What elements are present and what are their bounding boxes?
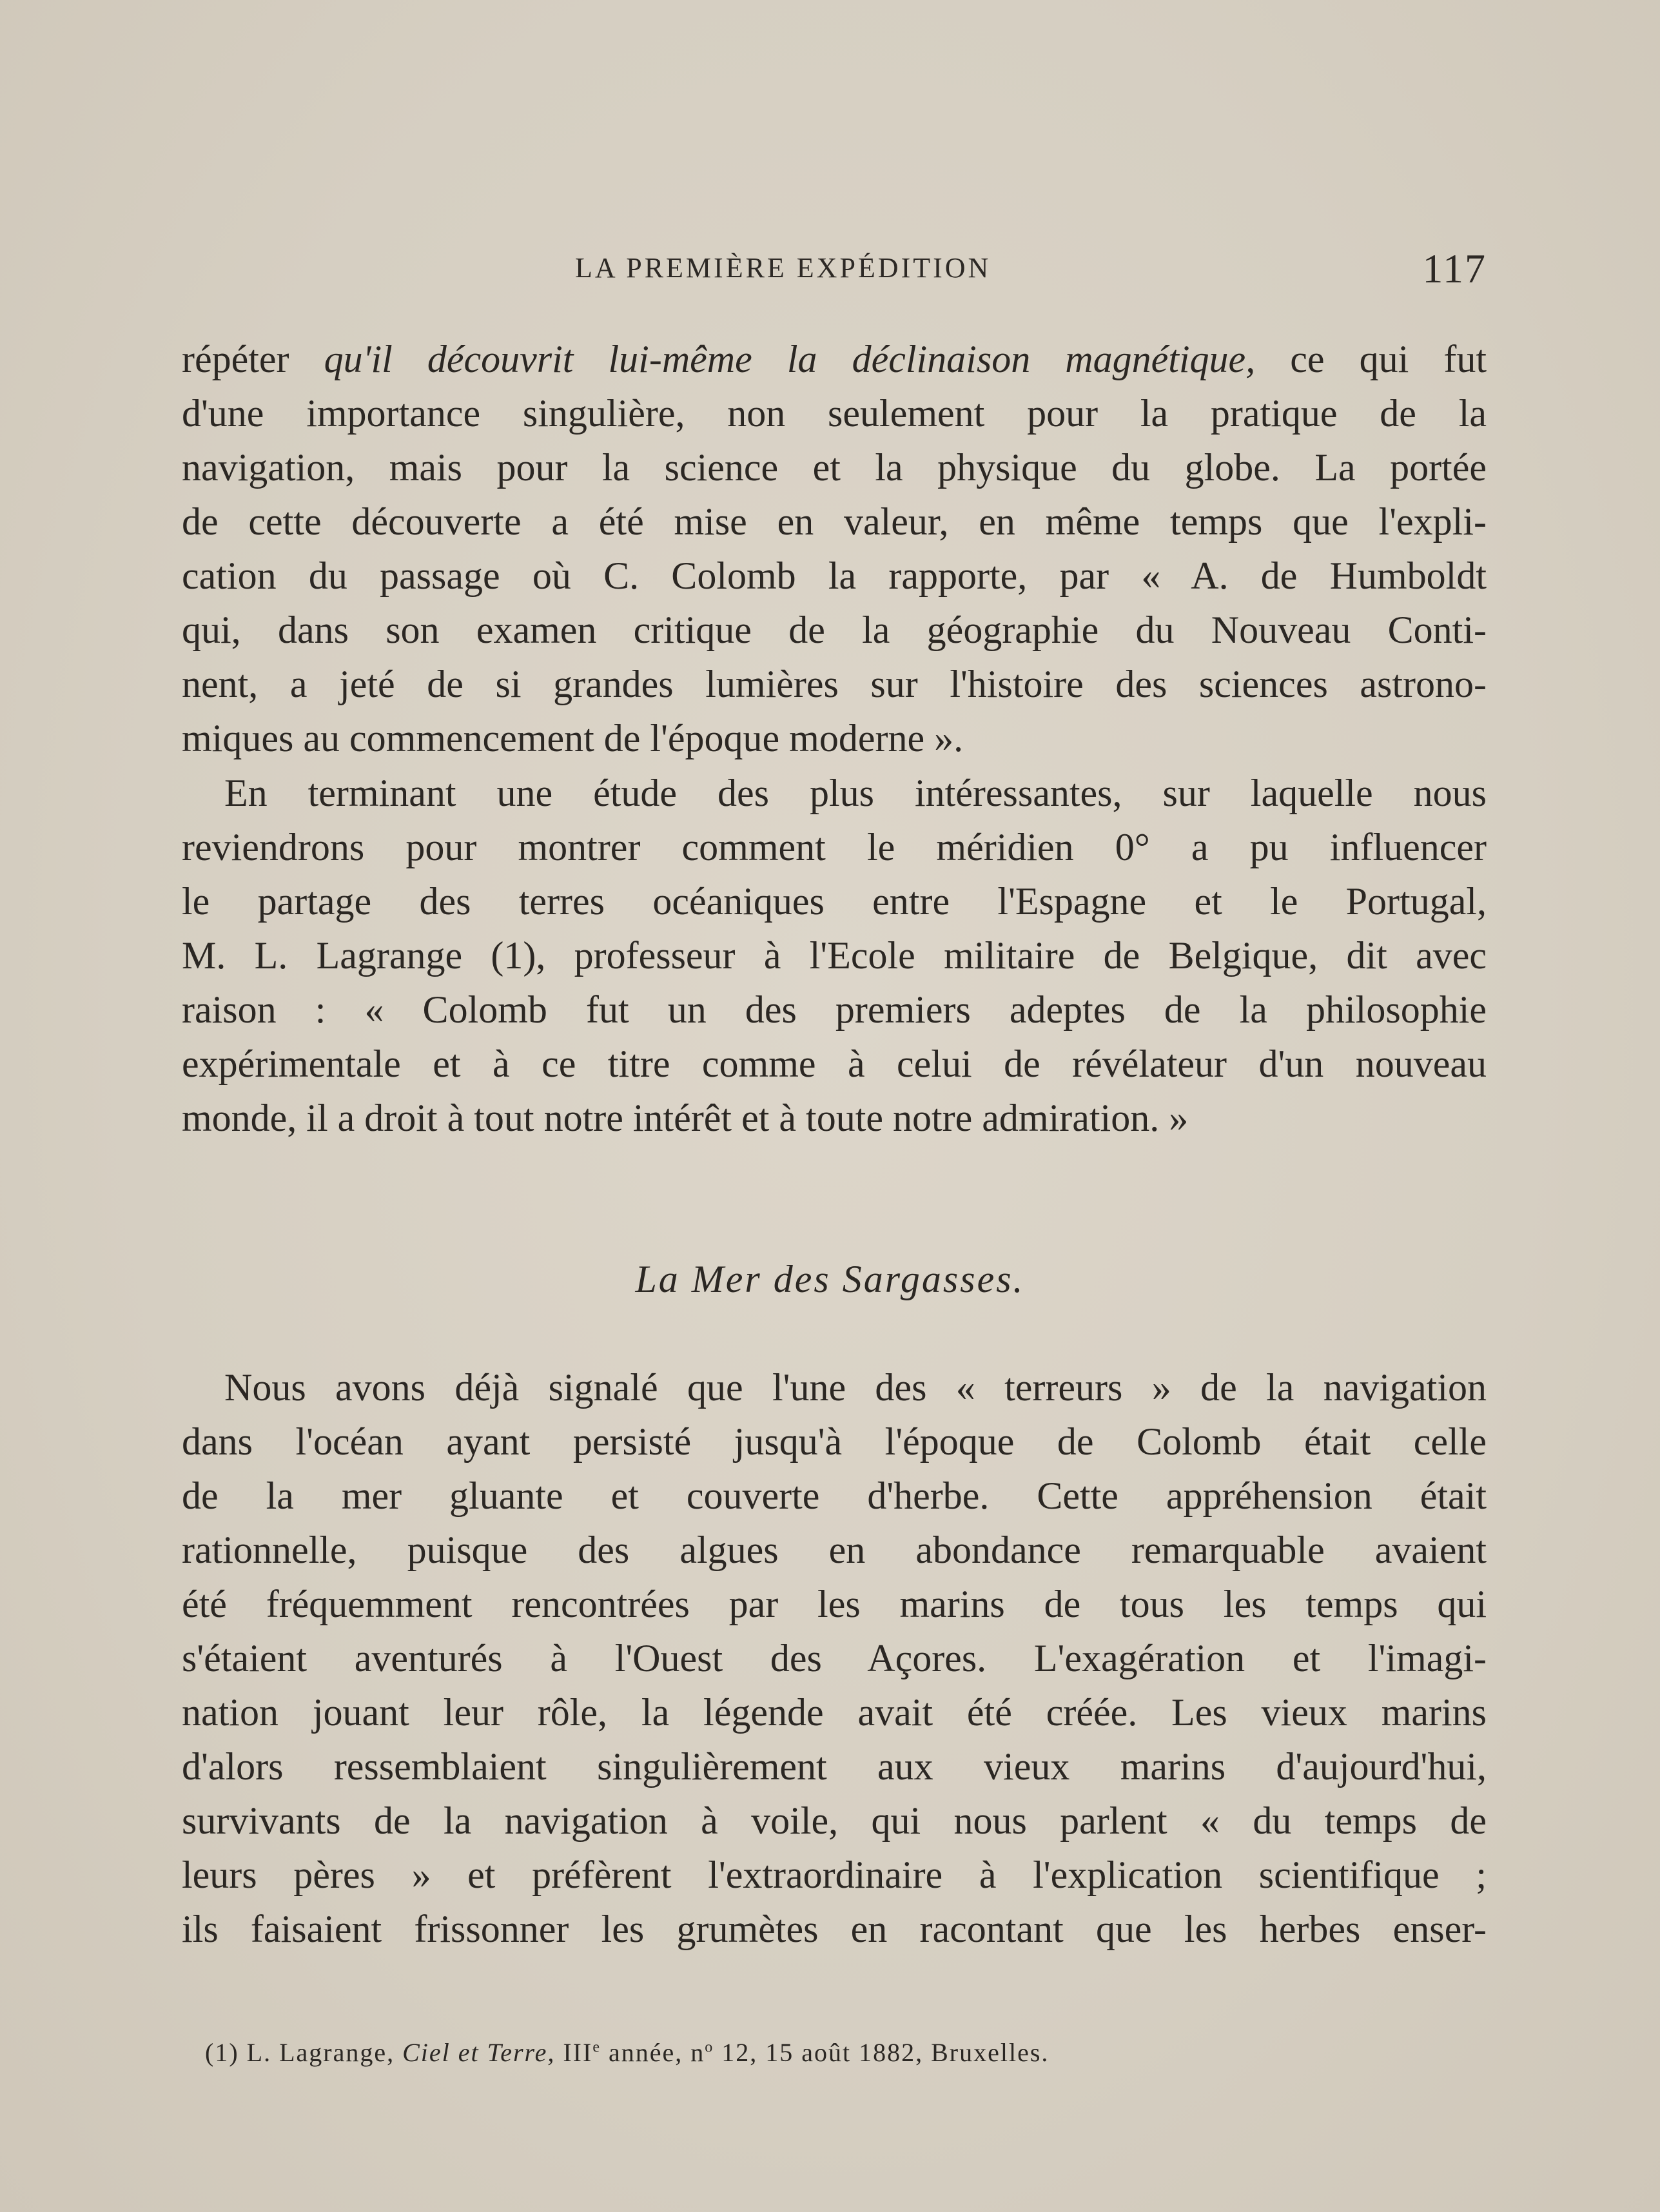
- text-line: d'une importance singulière, non seulement pour la pratique de la: [182, 392, 1487, 435]
- text-line: d'alors ressemblaient singulièrement aux vieux marins d'aujourd'hui,: [182, 1745, 1487, 1788]
- text-line: dans l'océan ayant persisté jusqu'à l'époque de Colomb était celle: [182, 1420, 1487, 1463]
- text-line: le partage des terres océaniques entre l'Espagne et le Portugal,: [182, 880, 1487, 923]
- text-line: rationnelle, puisque des algues en abondance remarquable avaient: [182, 1529, 1487, 1571]
- text-line: miques au commencement de l'époque moderne ».: [182, 717, 964, 759]
- section-title: La Mer des Sargasses.: [635, 1258, 1025, 1300]
- text-line: expérimentale et à ce titre comme à celui de révélateur d'un nouveau: [182, 1042, 1487, 1085]
- text-line: En terminant une étude des plus intéressantes, sur laquelle nous: [224, 772, 1487, 814]
- text-line: monde, il a droit à tout notre intérêt et à toute notre admiration. »: [182, 1097, 1189, 1139]
- page-header: [182, 245, 1487, 303]
- text-line: de la mer gluante et couverte d'herbe. Cette appréhension était: [182, 1474, 1487, 1517]
- text-line: s'étaient aventurés à l'Ouest des Açores. L'exagération et l'imagi-: [182, 1637, 1487, 1679]
- page-number: 117: [1422, 246, 1487, 291]
- footnote: (1) L. Lagrange, Ciel et Terre, IIIe année, $n^o$ 12, 15 août 1882, Bruxelles.: [205, 2038, 1050, 2067]
- footnote-journal-title: Ciel et Terre,: [402, 2038, 556, 2067]
- text-line: raison : « Colomb fut un des premiers adeptes de la philosophie: [182, 988, 1487, 1031]
- paragraph-declinaison: [182, 332, 1487, 765]
- emphasis-text: qu'il découvrit lui-même la déclinaison magnétique,: [324, 338, 1256, 380]
- text-line: Nous avons déjà signalé que l'une des « terreurs » de la navigation: [224, 1366, 1487, 1409]
- text-line: été fréquemment rencontrées par les marins de tous les temps qui: [182, 1583, 1487, 1625]
- text-line: qui, dans son examen critique de la géographie du Nouveau Conti-: [182, 609, 1487, 651]
- paragraph-sargasses: [182, 1360, 1487, 1956]
- text-line: nation jouant leur rôle, la légende avait été créée. Les vieux marins: [182, 1691, 1487, 1734]
- text-line: répéter qu'il découvrit lui-même la déclinaison magnétique, ce qui fut: [182, 338, 1487, 380]
- text-line: reviendrons pour montrer comment le méridien 0° a pu influencer: [182, 826, 1487, 868]
- text-line: cation du passage où C. Colomb la rapporte, par « A. de Humboldt: [182, 554, 1487, 597]
- text-line: de cette découverte a été mise en valeur, en même temps que l'expli-: [182, 500, 1487, 543]
- text-line: nent, a jeté de si grandes lumières sur l'histoire des sciences astrono-: [182, 663, 1487, 705]
- running-title: LA PREMIÈRE EXPÉDITION: [575, 252, 991, 284]
- text-line: navigation, mais pour la science et la physique du globe. La portée: [182, 446, 1487, 489]
- paragraph-lagrange: [182, 766, 1487, 1145]
- text-line: survivants de la navigation à voile, qui nous parlent « du temps de: [182, 1799, 1487, 1842]
- text-line: ils faisaient frissonner les grumètes en racontant que les herbes enser-: [182, 1908, 1487, 1950]
- text-line: leurs pères » et préfèrent l'extraordinaire à l'explication scientifique ;: [182, 1854, 1487, 1896]
- text-line: M. L. Lagrange (1), professeur à l'Ecole militaire de Belgique, dit avec: [182, 934, 1487, 977]
